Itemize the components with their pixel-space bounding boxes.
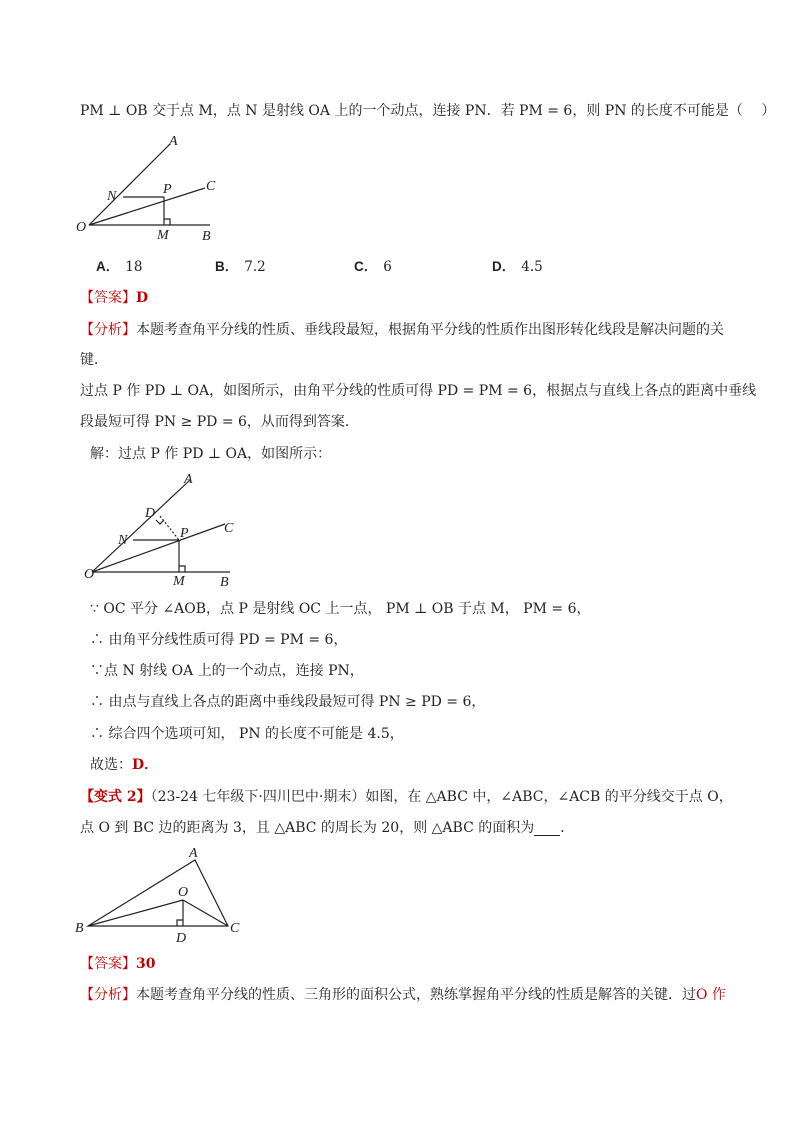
- answer-tag: 【答案】: [80, 290, 136, 306]
- right-angle-mark: [177, 920, 183, 926]
- label-n: N: [118, 533, 128, 548]
- segment-pd-dashed: [160, 516, 179, 540]
- option-d[interactable]: D． 4.5: [492, 259, 543, 275]
- right-angle-mark: [164, 219, 170, 225]
- label-a: A: [189, 846, 198, 861]
- answer-blank[interactable]: [534, 821, 560, 836]
- label-a: A: [169, 134, 178, 149]
- q1-conclusion: 故选：D．: [90, 757, 159, 773]
- figure-2: [80, 470, 250, 590]
- q1-analysis-line-4: 段最短可得 PN ≥ PD = 6，从而得到答案．: [80, 414, 359, 430]
- q2-tag: 【变式 2】: [80, 789, 151, 805]
- right-angle-mark-m: [179, 566, 185, 572]
- option-b[interactable]: B． 7.2: [215, 259, 266, 275]
- figure-1: [70, 128, 230, 246]
- ray-oa: [89, 144, 170, 225]
- right-angle-mark-d: [156, 520, 164, 524]
- label-o: O: [178, 885, 189, 900]
- q1-step-3: ∵点 N 射线 OA 上的一个动点，连接 PN，: [90, 663, 364, 679]
- label-c: C: [206, 179, 216, 194]
- option-c[interactable]: C． 6: [354, 259, 392, 275]
- label-b: B: [202, 229, 211, 244]
- label-m: M: [157, 228, 169, 243]
- q1-analysis-line-3: 过点 P 作 PD ⊥ OA，如图所示，由角平分线的性质可得 PD = PM = 6，根据点与直线上各点的距离中垂线: [80, 383, 757, 399]
- q1-step-1: ∵ OC 平分 ∠AOB，点 P 是射线 OC 上一点， PM ⊥ OB 于点 M， PM = 6，: [90, 601, 591, 617]
- label-n: N: [107, 189, 117, 204]
- segment-bo: [88, 900, 183, 926]
- q1-stem: PM ⊥ OB 交于点 M，点 N 是射线 OA 上的一个动点，连接 PN．若 PM = 6，则 PN 的长度不可能是（ ）: [80, 103, 776, 119]
- figure-3: [72, 842, 252, 946]
- q1-step-2: ∴ 由角平分线性质可得 PD = PM = 6，: [90, 632, 348, 648]
- q1-analysis-line-1: 【分析】本题考查角平分线的性质、垂线段最短，根据角平分线的性质作出图形转化线段是解决问题的关: [80, 322, 724, 338]
- ray-oa: [92, 480, 190, 572]
- q1-step-5: ∴ 综合四个选项可知， PN 的长度不可能是 4.5，: [90, 726, 404, 742]
- label-b: B: [220, 575, 229, 590]
- q2-analysis-line-1: 【分析】本题考查角平分线的性质、三角形的面积公式，熟练掌握角平分线的性质是解答的关键．过O 作: [80, 987, 726, 1003]
- label-p: P: [163, 182, 172, 197]
- q2-stem-line-2: 点 O 到 BC 边的距离为 3，且 △ABC 的周长为 20，则 △ABC 的面积为 ．: [80, 820, 575, 836]
- triangle-abc: [88, 860, 228, 926]
- label-o: O: [84, 567, 95, 582]
- label-b: B: [75, 921, 84, 936]
- label-c: C: [230, 921, 240, 936]
- label-m: M: [173, 574, 185, 589]
- q1-analysis-line-2: 键．: [80, 352, 108, 368]
- label-a: A: [184, 472, 193, 487]
- q1-step-4: ∴ 由点与直线上各点的距离中垂线段最短可得 PN ≥ PD = 6，: [90, 694, 486, 710]
- q1-answer-row: [80, 288, 148, 308]
- q2-answer-row: 【答案】30: [80, 956, 156, 972]
- label-o: O: [76, 220, 87, 235]
- q2-answer-value: 30: [136, 956, 156, 972]
- label-d: D: [145, 506, 156, 521]
- label-c: C: [224, 521, 234, 536]
- answer-value: D: [136, 290, 149, 306]
- label-p: P: [180, 526, 189, 541]
- q1-solution-intro: 解：过点 P 作 PD ⊥ OA，如图所示：: [90, 446, 332, 462]
- label-d: D: [176, 931, 187, 946]
- option-a[interactable]: A． 18: [96, 259, 143, 275]
- ray-oc: [92, 524, 225, 572]
- analysis-tag: 【分析】: [80, 322, 136, 338]
- q2-stem-line-1: 【变式 2】（23-24 七年级下·四川巴中·期末）如图，在 △ABC 中，∠ABC，∠ACB 的平分线交于点 O，: [80, 789, 733, 805]
